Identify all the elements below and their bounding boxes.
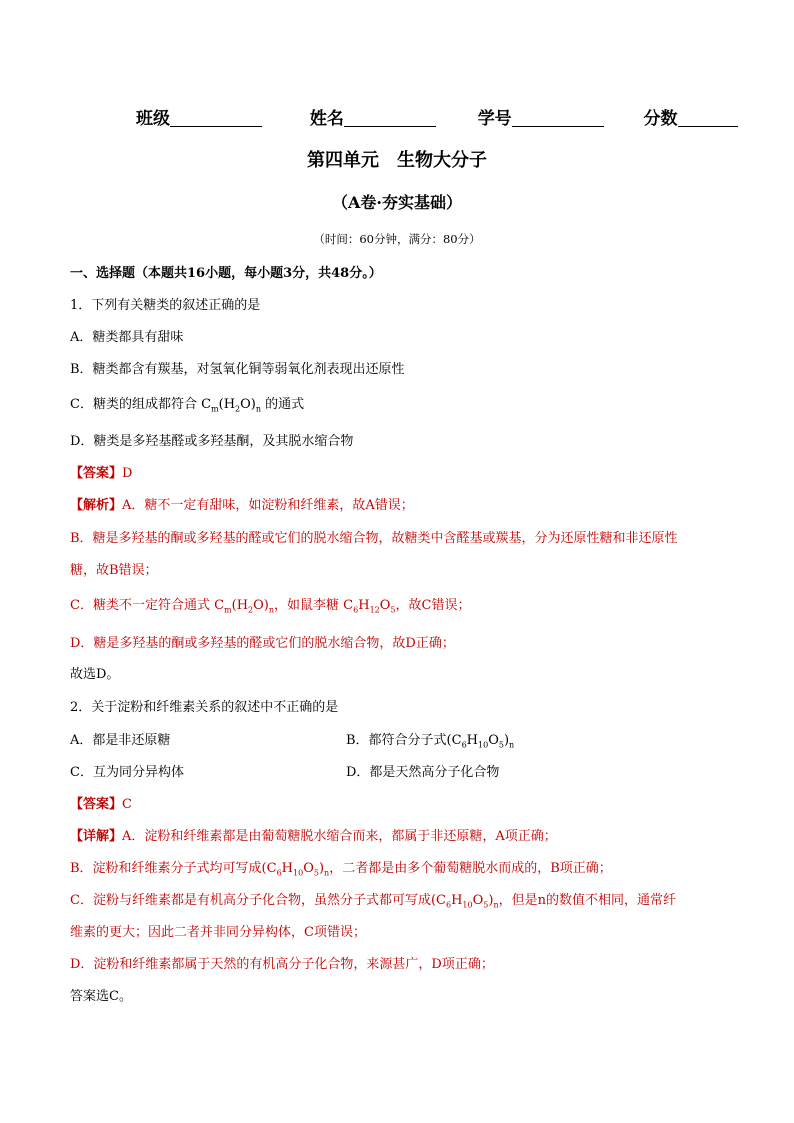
q1-ac-sub-2: 2 [248,605,254,615]
q1-ac-sub-n: n [268,605,275,615]
q2-ac-post: ，但是n的数值不相同，通常纤 [498,893,676,908]
id-label: 学号 [477,109,512,129]
page-title: 第四单元 生物大分子 [307,150,487,171]
q2-option-b [346,729,514,750]
q1-ac-sub-5: 5 [390,605,396,615]
q1-ac-sub-12: 12 [369,605,380,615]
q2-ac-o: O [472,893,484,908]
q1-answer-tag: 【答案】 [70,466,123,481]
q2-ac-close: ) [488,893,494,908]
q2-option-c: C．互为同分异构体 [70,765,184,780]
q1-ac-o: O) [253,598,269,613]
q2-b-close: ) [503,733,510,748]
q2-ac-sub-n: n [493,900,499,910]
q1-answer-value: D [122,466,133,481]
q2-ab-sub-6: 6 [276,868,282,878]
q2-b-sub-6: 6 [461,740,467,750]
q2-ab-pre: B．淀粉和纤维素分子式均可写成(C [70,861,277,876]
q2-ab-sub-10: 10 [293,868,304,878]
q2-option-d: D．都是天然高分子化合物 [346,765,500,780]
q2-analysis-c [70,889,676,910]
q1-ac-pre: C．糖类不一定符合通式 C [70,598,225,613]
section-heading: 一、选择题（本题共16小题，每小题3分，共48分。） [70,266,382,281]
q1-answer [70,462,132,481]
q1-analysis-b2: 糖，故B错误； [70,563,158,578]
q1-analysis-a [70,494,414,513]
q1-option-d: D．糖类是多羟基醛或多羟基酮，及其脱水缩合物 [70,434,354,449]
q2-ab-post: ，二者都是由多个葡萄糖脱水而成的，B项正确； [329,861,612,876]
q1-ac-sub-m: m [224,605,232,615]
q2-analysis-c2: 维素的更大；因此二者并非同分异构体，C项错误； [70,925,366,940]
q2-stem: 2．关于淀粉和纤维素关系的叙述中不正确的是 [70,700,339,715]
q1-analysis-a-text: A．糖不一定有甜味，如淀粉和纤维素，故A错误； [122,498,414,513]
q1-option-b: B．糖类都含有羰基，对氢氧化铜等弱氧化剂表现出还原性 [70,362,405,377]
q1-option-a: A．糖类都具有甜味 [70,330,184,345]
q2-analysis-d: D．淀粉和纤维素都属于天然的有机高分子化合物，来源甚广，D项正确； [70,957,494,972]
q1-ac-sub-6: 6 [353,605,359,615]
q2-answer-tag: 【答案】 [70,797,123,812]
score-blank[interactable] [678,108,738,127]
q2-b-sub-10: 10 [478,740,489,750]
q2-answer-value: C [122,797,132,812]
q1-ac-o2: O [379,598,391,613]
q2-ab-h: H [281,861,294,876]
q1-c-sub-m: m [211,404,219,414]
q2-ac-sub-10: 10 [462,900,473,910]
q1-analysis-c [70,594,470,615]
q2-analysis-a-text: A．淀粉和纤维素都是由葡萄糖脱水缩合而来，都属于非还原糖，A项正确； [122,829,557,844]
q2-b-sub-n: n [509,740,515,750]
q2-b-pre: B．都符合分子式(C [346,733,462,748]
id-blank[interactable] [512,108,604,127]
q2-ac-sub-5: 5 [483,900,489,910]
q2-ab-o: O [303,861,314,876]
q2-b-o: O [488,733,499,748]
q2-ab-sub-n: n [324,868,330,878]
q1-option-c [70,393,304,414]
score-label: 分数 [643,109,678,129]
page-subtitle: （A卷·夯实基础） [332,193,462,212]
q1-c-text-post: 的通式 [261,397,305,412]
name-blank[interactable] [344,108,436,127]
class-label: 班级 [136,109,170,129]
class-blank[interactable] [170,108,262,127]
q2-ab-sub-5: 5 [313,868,319,878]
q2-conclusion: 答案选C。 [70,989,132,1004]
q1-analysis-b1: B．糖是多羟基的酮或多羟基的醛或它们的脱水缩合物，故糖类中含醛基或羰基，分为还原性糖和非还原性 [70,531,678,546]
q1-ac-h: H [358,598,370,613]
q2-analysis-a [70,825,557,844]
student-info-header [136,104,738,129]
q1-c-text-o: O) [240,397,256,412]
q2-analysis-tag: 【详解】 [70,829,123,844]
q2-option-a: A．都是非还原糖 [70,733,171,748]
q1-c-sub-n: n [255,404,262,414]
q1-stem: 1．下列有关糖类的叙述正确的是 [70,298,261,313]
q1-c-sub-2: 2 [235,404,241,414]
q1-ac-post2: ，故C错误； [395,598,471,613]
q1-analysis-tag: 【解析】 [70,498,123,513]
q1-analysis-d: D．糖是多羟基的酮或多羟基的醛或它们的脱水缩合物，故D正确； [70,636,455,651]
time-note: （时间：60分钟，满分：80分） [313,232,481,246]
q1-ac-mid: (H [231,598,249,613]
q2-analysis-b [70,857,612,878]
q1-conclusion: 故选D。 [70,667,120,682]
name-label: 姓名 [309,109,344,129]
q1-ac-post1: ，如鼠李糖 C [274,598,354,613]
q1-c-text: C．糖类的组成都符合 C [70,397,212,412]
q2-b-sub-5: 5 [498,740,504,750]
q2-ac-pre: C．淀粉与纤维素都是有机高分子化合物，虽然分子式都可写成(C [70,893,446,908]
q2-answer [70,793,132,812]
q2-ac-h: H [451,893,463,908]
q2-ac-sub-6: 6 [445,900,452,910]
q2-ab-close: ) [318,861,325,876]
q2-b-h: H [466,733,479,748]
q1-c-text-h: (H [218,397,236,412]
